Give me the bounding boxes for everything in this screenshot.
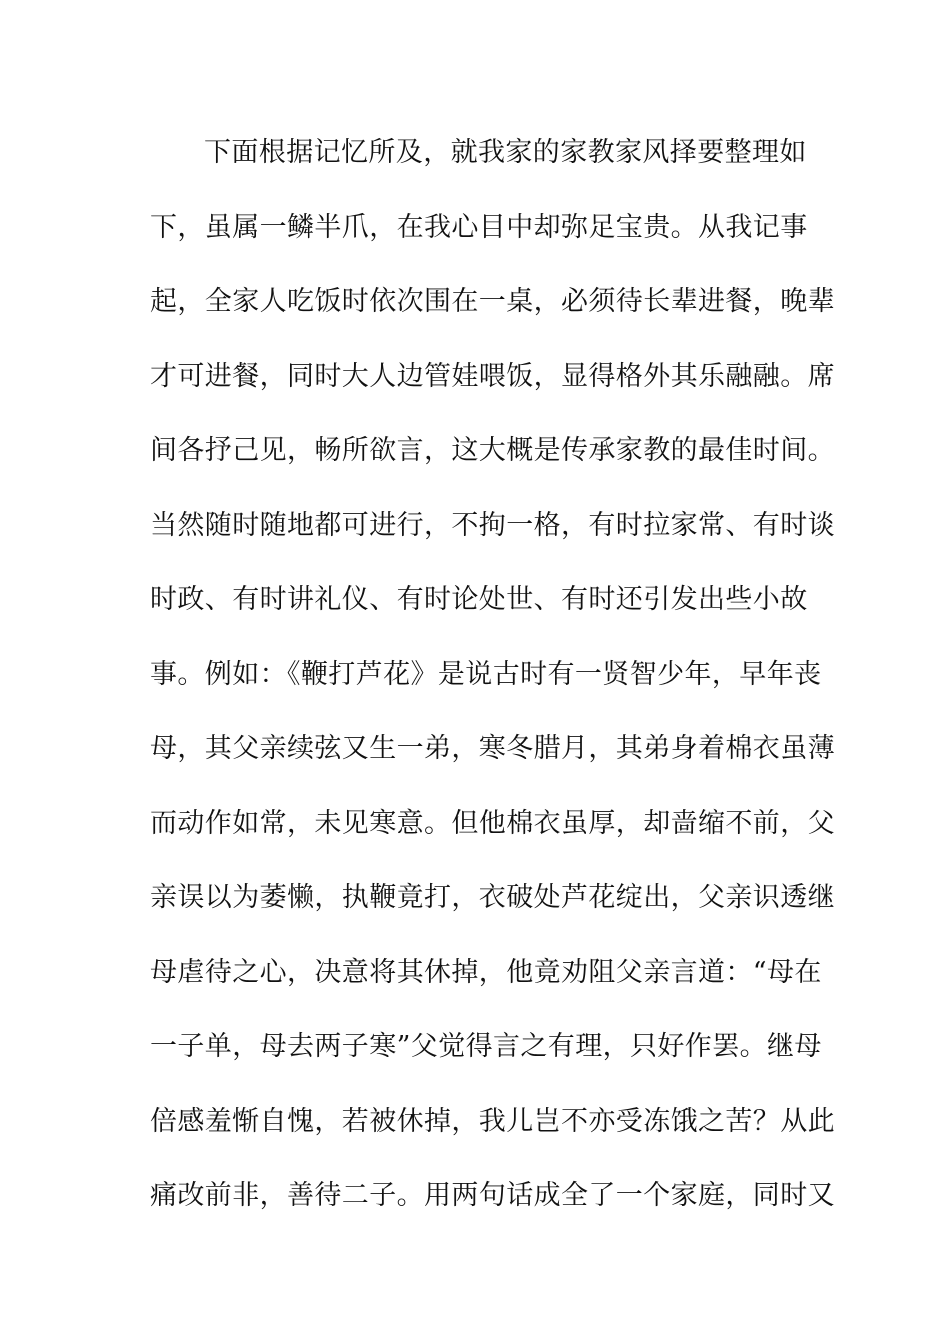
text-line-8: 事。例如：《鞭打芦花》是说古时有一贤智少年，早年丧 xyxy=(150,658,822,690)
text-line-3: 起，全家人吃饭时依次围在一桌，必须待长辈进餐，晚辈 xyxy=(150,286,835,317)
body-paragraph xyxy=(150,128,835,1246)
text-line-4: 才可进餐，同时大人边管娃喂饭，显得格外其乐融融。席 xyxy=(150,360,835,392)
text-line-13: 一子单，母去两子寒”父觉得言之有理，只好作罢。继母 xyxy=(150,1031,822,1062)
text-line-6: 当然随时随地都可进行，不拘一格，有时拉家常、有时谈 xyxy=(150,509,835,541)
text-line-11: 亲误以为萎懒，执鞭竟打，衣破处芦花绽出，父亲识透继 xyxy=(150,882,835,913)
text-line-15: 痛改前非，善待二子。用两句话成全了一个家庭，同时又 xyxy=(150,1180,835,1211)
text-line-12: 母虐待之心，决意将其休掉，他竟劝阻父亲言道：“母在 xyxy=(150,956,822,988)
text-line-5: 间各抒己见，畅所欲言，这大概是传承家教的最佳时间。 xyxy=(150,435,835,466)
text-line-2: 下，虽属一鳞半爪，在我心目中却弥足宝贵。从我记事 xyxy=(150,211,808,243)
text-line-7: 时政、有时讲礼仪、有时论处世、有时还引发出些小故 xyxy=(150,584,808,615)
text-line-10: 而动作如常，未见寒意。但他棉衣虽厚，却啬缩不前，父 xyxy=(150,807,835,839)
text-line-14: 倍感羞惭自愧，若被休掉，我儿岂不亦受冻饿之苦？从此 xyxy=(150,1105,835,1137)
text-line-9: 母，其父亲续弦又生一弟，寒冬腊月，其弟身着棉衣虽薄 xyxy=(150,733,835,764)
text-line-1: 下面根据记忆所及，就我家的家教家风择要整理如 xyxy=(204,137,807,168)
